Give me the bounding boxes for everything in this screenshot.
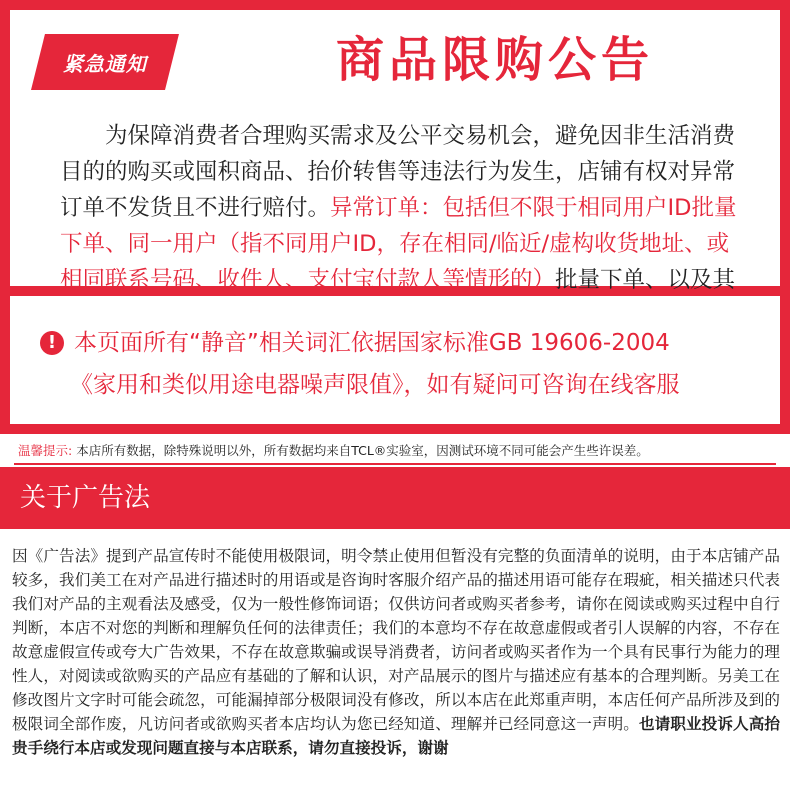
notice-body-text: 为保障消费者合理购买需求及公平交易机会，避免因非生活消费目的的购买或囤积商品、抬价转售等违法行为发生，店铺有权对异常订单不发货且不进行赔付。 [60,123,736,221]
tip-label: 温馨提示: [18,443,73,458]
noise-standard-notice [0,296,790,434]
ad-law-text: 因《广告法》提到产品宣传时不能使用极限词，明令禁止使用但暂没有完整的负面清单的说明，由于本店铺产品较多，我们美工在对产品进行描述时的用语或是咨询时客服介绍产品的描述用语可能存在瑕疵，相关描述只代表我们对产品的主观看法及感受，仅为一般性修饰词语；仅供访问者或购买者参考，请你在阅读或购买过程中自行判断，本店不对您的判断和理解负任何的法律责任；我们的本意均不存在故意虚假或者引人误解的内容，不存在故意虚假宣传或夸大广告效果，不存在故意欺骗或误导消费者，访问者或购买者作为一个具有民事行为能力的理性人，对阅读或欲购买的产品应有基础的了解和认识，对产品展示的图片与描述应有基本的合理判断。另美工在修改图片文字时可能会疏忽，可能漏掉部分极限词没有修改，所以本店在此郑重声明，本店任何产品所涉及到的极限词全部作废，凡访问者或欲购买者本店均认为您已经知道、理解并已经同意这一声明。 [12,547,780,733]
standard-line-1: ! 本页面所有“静音”相关词汇依据国家标准GB 19606-2004 [40,326,780,360]
exclamation-icon: ! [40,331,64,355]
tip-divider [14,463,776,465]
notice-body-text-end: 批量下单、以及其 [555,267,736,293]
ad-law-header: 关于广告法 [0,467,790,529]
standard-line-2: 《家用和类似用途电器噪声限值》，如有疑问可咨询在线客服 [70,372,680,398]
urgent-notice-badge: 紧急通知 [31,34,179,90]
tip-text: 本店所有数据，除特殊说明以外，所有数据均来自TCL®实验室，因测试环境不同可能会产生些许误差。 [76,443,649,458]
purchase-limit-notice [0,0,790,296]
ad-law-body [12,544,780,760]
ad-law-bold-text: 也请职业投诉人高抬贵手绕行本店或发现问题直接与本店联系，请勿直接投诉，谢谢 [12,715,780,757]
warm-tip [18,441,778,461]
abnormal-order-definition: 异常订单：包括但不限于相同用户ID批量下单、同一用户（指不同用户ID，存在相同/临近/虚构收货地址、或相同联系号码、收件人、支付宝付款人等情形的） [60,195,737,293]
notice-title: 商品限购公告 [335,32,654,88]
